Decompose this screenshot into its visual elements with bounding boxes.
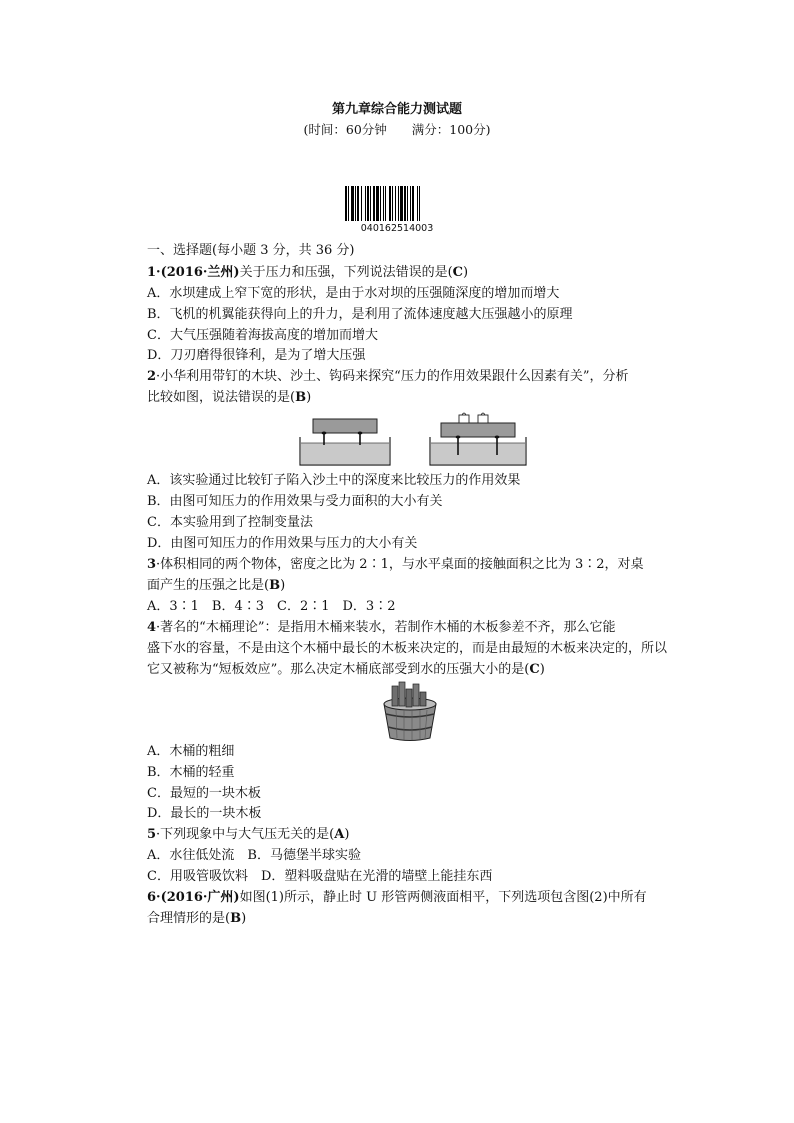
page-title: 第九章综合能力测试题 <box>331 102 462 117</box>
option: D．刀刃磨得很锋利，是为了增大压强 <box>147 348 366 363</box>
barcode-bar <box>417 186 418 221</box>
options-row: A．3∶1 B．4∶3 C．2∶1 D．3∶2 <box>147 599 396 614</box>
question-2-stem <box>147 369 628 385</box>
paren-close: ) <box>280 578 286 593</box>
question-text: 比较如图，说法错误的是( <box>147 390 296 405</box>
question-number: 1 <box>147 265 157 280</box>
barcode-bar <box>355 186 356 221</box>
left-sandbox <box>300 419 390 465</box>
paren-close: ) <box>241 911 247 926</box>
paren-close: ) <box>539 662 545 677</box>
option: B．木桶的轻重 <box>147 765 235 780</box>
barcode-bar <box>365 186 366 221</box>
question-4-stem-cont2 <box>147 662 545 678</box>
question-text: ·著名的“木桶理论”：是指用木桶来装水，若制作木桶的木板参差不齐，那么它能 <box>156 620 616 635</box>
option: A．该实验通过比较钉子陷入沙土中的深度来比较压力的作用效果 <box>147 473 521 488</box>
option: C．最短的一块木板 <box>147 786 261 801</box>
barcode-bar <box>348 186 349 221</box>
barcode-bar <box>395 186 396 221</box>
paren-close: ) <box>344 827 350 842</box>
question-answer: A <box>334 827 345 842</box>
question-number: 5 <box>147 827 157 842</box>
question-2-stem-cont <box>147 390 311 406</box>
question-answer: C <box>452 265 464 280</box>
question-number: 3 <box>147 557 157 572</box>
section-heading: 一、选择题(每小题 3 分，共 36 分) <box>147 243 355 258</box>
question-answer: C <box>529 662 540 677</box>
barcode-bar <box>410 186 411 221</box>
question-6-stem-cont <box>147 911 246 927</box>
question-3-stem-cont <box>147 578 285 594</box>
barcode-bar <box>407 186 408 221</box>
barcode-bar <box>357 186 359 221</box>
question-5-stem <box>147 827 349 843</box>
question-number: 2 <box>147 369 157 384</box>
question-3-stem <box>147 557 644 573</box>
barcode-bar <box>385 186 386 221</box>
question-text: ·下列现象中与大气压无关的是( <box>156 827 335 842</box>
question-4-stem-cont: 盛下水的容量，不是由这个木桶中最长的木板来决定的，而是由最短的木板来决定的，所以 <box>147 641 668 656</box>
barcode-bar <box>345 186 347 221</box>
paren-close: ) <box>306 390 312 405</box>
question-1-stem <box>147 265 468 281</box>
question-text: 关于压力和压强，下列说法错误的是( <box>239 265 453 280</box>
nail-sand-experiment-figure <box>298 409 528 467</box>
question-source: ·(2016·兰州) <box>156 265 240 280</box>
option: D．最长的一块木板 <box>147 806 262 821</box>
options-row: C．用吸管吸饮料 D．塑料吸盘贴在光滑的墙壁上能挂东西 <box>147 869 493 884</box>
barcode-bar <box>412 186 414 221</box>
question-text: ·小华利用带钉的木块、沙土、钩码来探究“压力的作用效果跟什么因素有关”，分析 <box>156 369 629 384</box>
option: B．由图可知压力的作用效果与受力面积的大小有关 <box>147 494 443 509</box>
question-text: ·体积相同的两个物体，密度之比为 2∶1，与水平桌面的接触面积之比为 3∶2，对桌 <box>156 557 644 572</box>
barcode-bar <box>373 186 375 221</box>
barcode-bar <box>392 186 393 221</box>
option: A．木桶的粗细 <box>147 744 235 759</box>
barcode-bar <box>419 186 420 221</box>
barcode-bar <box>370 186 371 221</box>
question-text: 它又被称为“短板效应”。那么决定木桶底部受到水的压强大小的是( <box>147 662 530 677</box>
question-text: 合理情形的是( <box>147 911 231 926</box>
question-source: ·(2016·广州) <box>156 890 240 905</box>
options-row: A．水往低处流 B．马德堡半球实验 <box>147 848 361 863</box>
wooden-bucket-figure <box>378 680 442 742</box>
question-number: 6 <box>147 890 157 905</box>
option: A．水坝建成上窄下宽的形状，是由于水对坝的压强随深度的增加而增大 <box>147 286 560 301</box>
question-text: 面产生的压强之比是( <box>147 578 270 593</box>
barcode-number: 040162514003 <box>360 223 434 234</box>
question-text: 如图(1)所示，静止时 U 形管两侧液面相平，下列选项包含图(2)中所有 <box>239 890 647 905</box>
question-answer: B <box>295 390 307 405</box>
option: D．由图可知压力的作用效果与压力的大小有关 <box>147 536 418 551</box>
question-4-stem <box>147 620 615 636</box>
option: C．本实验用到了控制变量法 <box>147 515 313 530</box>
question-6-stem <box>147 890 647 906</box>
barcode-bar <box>398 186 399 221</box>
page-subtitle: (时间：60分钟 满分：100分) <box>303 122 491 137</box>
option: C．大气压强随着海拔高度的增加而增大 <box>147 328 378 343</box>
barcode <box>345 186 449 221</box>
question-answer: B <box>269 578 281 593</box>
barcode-bar <box>367 186 369 221</box>
option: B．飞机的机翼能获得向上的升力，是利用了流体速度越大压强越小的原理 <box>147 307 573 322</box>
barcode-bar <box>351 186 354 221</box>
barcode-bar <box>376 186 379 221</box>
barcode-bar <box>400 186 403 221</box>
barcode-bar <box>380 186 381 221</box>
barcode-bar <box>404 186 406 221</box>
question-answer: B <box>230 911 242 926</box>
right-sandbox <box>430 413 526 465</box>
barcode-bar <box>389 186 391 221</box>
question-number: 4 <box>147 620 157 635</box>
barcode-bar <box>383 186 384 221</box>
barcode-bar <box>361 186 362 221</box>
paren-close: ) <box>463 265 469 280</box>
